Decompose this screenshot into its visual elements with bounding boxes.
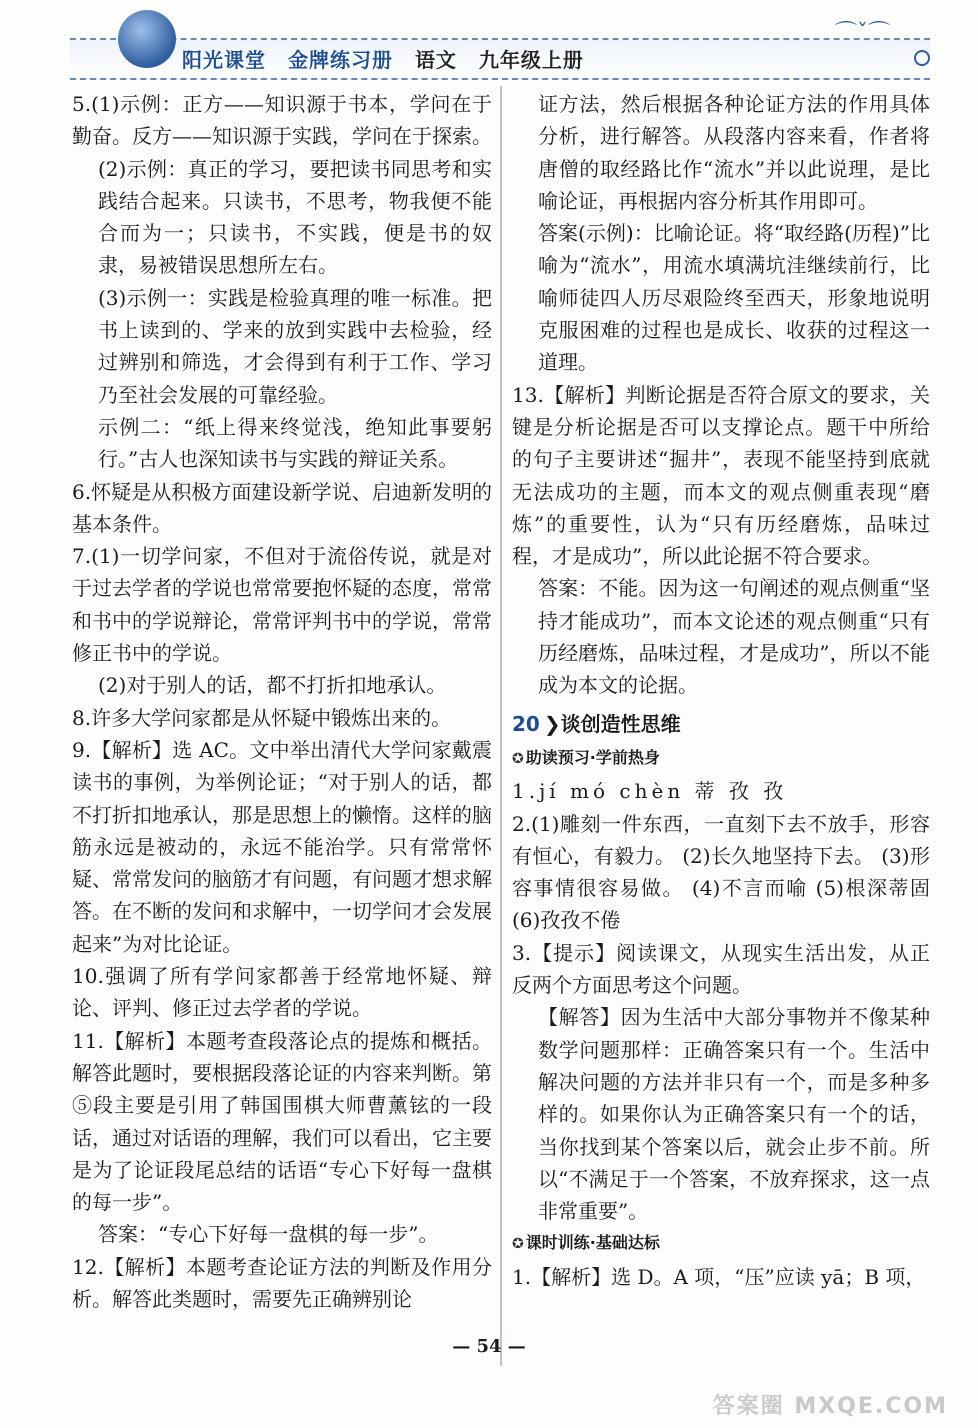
item-12-continued xyxy=(512,88,930,379)
paragraph: (2)示例：真正的学习，要把读书同思考和实践结合起来。只读书，不思考，物我便不能合而为一；只读书，不实践，便是书的奴隶，易被错误思想所左右。 xyxy=(98,156,492,278)
grade-name: 九年级上册 xyxy=(478,48,584,72)
page-number: — 54 — xyxy=(452,1336,526,1357)
paragraph: 证方法，然后根据各种论证方法的作用具体分析，进行解答。从段落内容来看，作者将唐僧的取经路比作“流水”并以此说理，是比喻论证，再根据内容分析其作用即可。 xyxy=(538,92,930,213)
list-item xyxy=(72,1025,492,1251)
right-column xyxy=(512,88,930,1293)
ring-icon xyxy=(914,50,930,66)
paragraph: 示例二：“纸上得来终觉浅，绝知此事要躬行。”古人也深知读书与实践的辩证关系。 xyxy=(98,414,492,472)
header-brand xyxy=(182,44,598,73)
list-item xyxy=(72,734,492,960)
list-item xyxy=(72,702,492,734)
list-item xyxy=(72,88,492,476)
paragraph: 13.【解析】判断论据是否符合原文的要求，关键是分析论据是否可以支撑论点。题干中所给的句子主要讲述“掘井”，表现不能坚持到底就无法成功的主题，而本文的观点侧重表现“磨炼”的重要性，认为“只有历经磨炼，品味过程，才是成功”，所以此论据不符合要求。 xyxy=(512,382,930,569)
paragraph: 9.【解析】选 AC。文中举出清代大学问家戴震读书的事例，为举例论证；“对于别人的话，都不打折扣地承认，那是思想上的懒惰。这样的脑筋永远是被动的，永远不能治学。只有常常怀疑、常常发问的脑筋才有问题，有问题才想求解答。在不断的发问和求解中，一切学问才会发展起来”为对比论证。 xyxy=(72,737,492,956)
list-item xyxy=(72,960,492,1025)
badge-icon: ✪ xyxy=(512,750,524,767)
book-name: 金牌练习册 xyxy=(287,48,393,72)
section-name: 谈创造性思维 xyxy=(560,711,681,736)
paragraph: 5.(1)示例：正方——知识源于书本，学问在于勤奋。反方——知识源于实践，学问在于探索。 xyxy=(72,92,492,149)
item-13 xyxy=(512,379,930,702)
chevron-right-icon: ❯ xyxy=(543,711,561,736)
paragraph: (3)示例一：实践是检验真理的唯一标准。把书上读到的、学来的放到实践中去检验，经过辨别和筛选，才会得到有利于工作、学习乃至社会发展的可靠经验。 xyxy=(98,285,492,407)
subsection-heading: ✪ 助读预习·学前热身 xyxy=(512,747,660,767)
birds-icon: ⌒ˇ⌒ xyxy=(834,21,890,46)
paragraph: 答案(示例)：比喻论证。将“取经路(历程)”比喻为“流水”，用流水填满坑洼继续前行，比喻师徒四人历尽艰险终至西天，形象地说明克服困难的过程也是成长、收获的过程这一道理。 xyxy=(538,221,930,375)
section-number: 20 xyxy=(512,711,540,736)
list-item: 1.【解析】选 D。A 项，“压”应读 yā；B 项， xyxy=(512,1264,926,1289)
list-item: 3.【提示】阅读课文，从现实生活出发，从正反两个方面思考这个问题。 【解答】因为生活中大部分事物并不像某种数学问题那样：正确答案只有一个。生活中解决问题的方法并非只有一个，而是多种多样的。如果你认为正确答案只有一个的话，当你找到某个答案以后，就会止步不前。所以“不满足于一个答案，不放弃探求，这一点非常重要”。 xyxy=(512,940,930,1224)
paragraph: 11.【解析】本题考查段落论点的提炼和概括。解答此题时，要根据段落论证的内容来判断。第⑤段主要是引用了韩国围棋大师曹薰铉的一段话，通过对话语的理解，我们可以看出，它主要是为了论证段尾总结的话语“专心下好每一盘棋的每一步”。 xyxy=(72,1028,492,1215)
list-item: 2.(1)雕刻一件东西，一直刻下去不放手，形容有恒心，有毅力。 (2)长久地坚持下去。 (3)形容事情很容易做。 (4)不言而喻 (5)根深蒂固 (6)孜孜不倦 xyxy=(512,811,930,933)
paragraph: 6.怀疑是从积极方面建设新学说、启迪新发明的基本条件。 xyxy=(72,479,492,536)
paragraph: 12.【解析】本题考查论证方法的判断及作用分析。解答此类题时，需要先正确辨别论 xyxy=(72,1254,492,1311)
list-item xyxy=(72,540,492,701)
list-item xyxy=(72,476,492,541)
column-divider xyxy=(500,86,502,1366)
list-item xyxy=(72,1251,492,1316)
list-item: 1.jí mó chèn 蒂 孜 孜 xyxy=(512,779,788,804)
page-header xyxy=(70,8,930,76)
paragraph: 10.强调了所有学问家都善于经常地怀疑、辩论、评判、修正过去学者的学说。 xyxy=(72,964,492,1021)
series-name: 阳光课堂 xyxy=(182,48,266,72)
paragraph: 答案：不能。因为这一句阐述的观点侧重“坚持才能成功”，而本文论述的观点侧重“只有历经磨炼，品味过程，才是成功”，所以不能成为本文的论据。 xyxy=(538,576,930,698)
watermark: 答案圈 MXQE.COM xyxy=(712,1394,948,1419)
badge-icon: ✪ xyxy=(512,1236,524,1253)
subject-name: 语文 xyxy=(414,48,457,72)
left-column xyxy=(72,88,492,1315)
section-title xyxy=(512,708,930,740)
subsection-heading: ✪ 课时训练·基础达标 xyxy=(512,1233,660,1253)
paragraph: 答案：“专心下好每一盘棋的每一步”。 xyxy=(98,1222,439,1247)
globe-logo-icon xyxy=(118,10,176,68)
paragraph: 8.许多大学问家都是从怀疑中锻炼出来的。 xyxy=(72,705,452,730)
paragraph: (2)对于别人的话，都不打折扣地承认。 xyxy=(98,673,447,698)
paragraph: 7.(1)一切学问家，不但对于流俗传说，就是对于过去学者的学说也常常要抱怀疑的态度，常常和书中的学说辩论，常常评判书中的学说，常常修正书中的学说。 xyxy=(72,544,492,666)
